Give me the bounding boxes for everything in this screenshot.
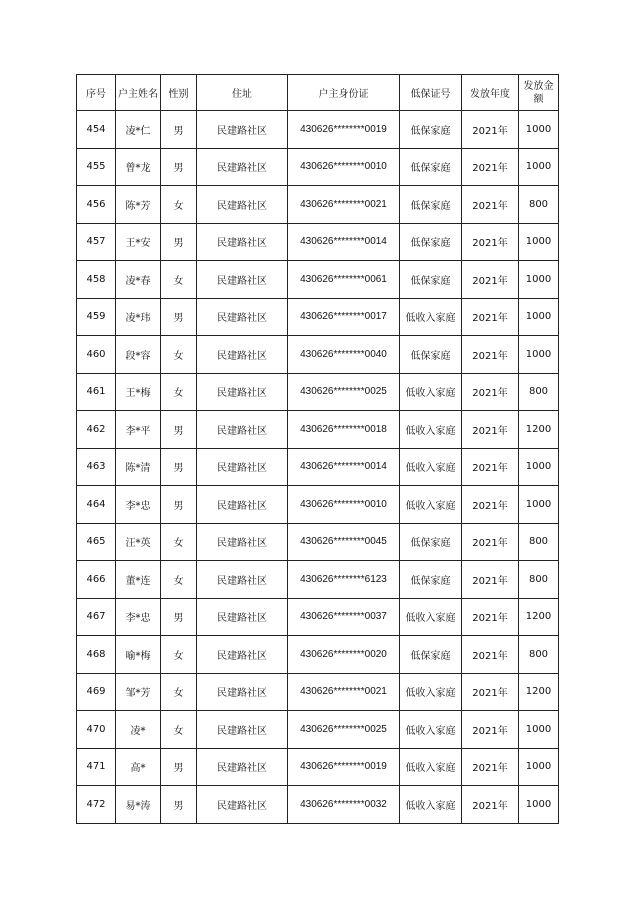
cell-gender: 女 xyxy=(161,711,197,749)
cell-amount: 1000 xyxy=(519,148,559,186)
cell-year: 2021年 xyxy=(462,223,519,261)
cell-gender: 男 xyxy=(161,111,197,149)
cell-id-number: 430626********0045 xyxy=(288,523,400,561)
cell-amount: 1200 xyxy=(519,411,559,449)
cell-gender: 女 xyxy=(161,523,197,561)
cell-certificate-type: 低保家庭 xyxy=(400,561,462,599)
cell-householder-name: 凌*玮 xyxy=(116,298,161,336)
cell-gender: 女 xyxy=(161,636,197,674)
cell-address: 民建路社区 xyxy=(197,186,288,224)
cell-year: 2021年 xyxy=(462,636,519,674)
cell-amount: 800 xyxy=(519,373,559,411)
cell-row-index: 459 xyxy=(77,298,116,336)
cell-year: 2021年 xyxy=(462,186,519,224)
cell-certificate-type: 低收入家庭 xyxy=(400,373,462,411)
cell-address: 民建路社区 xyxy=(197,448,288,486)
cell-address: 民建路社区 xyxy=(197,523,288,561)
cell-householder-name: 李*平 xyxy=(116,411,161,449)
cell-householder-name: 陈*芳 xyxy=(116,186,161,224)
cell-row-index: 457 xyxy=(77,223,116,261)
cell-address: 民建路社区 xyxy=(197,148,288,186)
table-row xyxy=(77,261,559,299)
cell-id-number: 430626********0014 xyxy=(288,448,400,486)
cell-amount: 1000 xyxy=(519,336,559,374)
cell-id-number: 430626********0061 xyxy=(288,261,400,299)
cell-row-index: 470 xyxy=(77,711,116,749)
cell-amount: 1000 xyxy=(519,748,559,786)
cell-householder-name: 高* xyxy=(116,748,161,786)
cell-amount: 800 xyxy=(519,561,559,599)
cell-certificate-type: 低收入家庭 xyxy=(400,711,462,749)
cell-id-number: 430626********0025 xyxy=(288,711,400,749)
cell-householder-name: 凌*仁 xyxy=(116,111,161,149)
header-id-number: 户主身份证 xyxy=(288,75,400,111)
cell-year: 2021年 xyxy=(462,598,519,636)
cell-amount: 1000 xyxy=(519,223,559,261)
cell-address: 民建路社区 xyxy=(197,298,288,336)
cell-householder-name: 李*忠 xyxy=(116,598,161,636)
cell-row-index: 465 xyxy=(77,523,116,561)
header-address: 住址 xyxy=(197,75,288,111)
cell-certificate-type: 低收入家庭 xyxy=(400,411,462,449)
cell-address: 民建路社区 xyxy=(197,373,288,411)
cell-householder-name: 王*安 xyxy=(116,223,161,261)
cell-householder-name: 凌*春 xyxy=(116,261,161,299)
cell-amount: 1000 xyxy=(519,111,559,149)
cell-householder-name: 易*涛 xyxy=(116,786,161,824)
cell-gender: 女 xyxy=(161,336,197,374)
cell-gender: 男 xyxy=(161,786,197,824)
cell-row-index: 469 xyxy=(77,673,116,711)
cell-row-index: 467 xyxy=(77,598,116,636)
cell-row-index: 468 xyxy=(77,636,116,674)
header-year: 发放年度 xyxy=(462,75,519,111)
cell-row-index: 472 xyxy=(77,786,116,824)
cell-gender: 女 xyxy=(161,186,197,224)
cell-householder-name: 邹*芳 xyxy=(116,673,161,711)
cell-year: 2021年 xyxy=(462,373,519,411)
cell-address: 民建路社区 xyxy=(197,336,288,374)
cell-householder-name: 汪*英 xyxy=(116,523,161,561)
table-header-row xyxy=(77,75,559,111)
cell-certificate-type: 低收入家庭 xyxy=(400,748,462,786)
cell-householder-name: 陈*清 xyxy=(116,448,161,486)
cell-amount: 1000 xyxy=(519,786,559,824)
cell-gender: 女 xyxy=(161,261,197,299)
cell-gender: 男 xyxy=(161,448,197,486)
cell-gender: 男 xyxy=(161,486,197,524)
cell-certificate-type: 低收入家庭 xyxy=(400,786,462,824)
cell-id-number: 430626********0025 xyxy=(288,373,400,411)
cell-id-number: 430626********0040 xyxy=(288,336,400,374)
cell-address: 民建路社区 xyxy=(197,411,288,449)
cell-id-number: 430626********0010 xyxy=(288,148,400,186)
cell-id-number: 430626********0021 xyxy=(288,186,400,224)
cell-year: 2021年 xyxy=(462,148,519,186)
cell-id-number: 430626********0014 xyxy=(288,223,400,261)
table-row xyxy=(77,148,559,186)
header-index: 序号 xyxy=(77,75,116,111)
cell-id-number: 430626********0021 xyxy=(288,673,400,711)
cell-id-number: 430626********0018 xyxy=(288,411,400,449)
cell-certificate-type: 低保家庭 xyxy=(400,111,462,149)
cell-amount: 1000 xyxy=(519,298,559,336)
cell-year: 2021年 xyxy=(462,411,519,449)
table-row xyxy=(77,711,559,749)
cell-id-number: 430626********0017 xyxy=(288,298,400,336)
cell-row-index: 456 xyxy=(77,186,116,224)
cell-gender: 男 xyxy=(161,148,197,186)
cell-address: 民建路社区 xyxy=(197,636,288,674)
cell-id-number: 430626********0010 xyxy=(288,486,400,524)
cell-certificate-type: 低保家庭 xyxy=(400,636,462,674)
cell-year: 2021年 xyxy=(462,261,519,299)
cell-amount: 1200 xyxy=(519,598,559,636)
cell-certificate-type: 低收入家庭 xyxy=(400,598,462,636)
cell-certificate-type: 低保家庭 xyxy=(400,336,462,374)
cell-row-index: 461 xyxy=(77,373,116,411)
cell-gender: 女 xyxy=(161,561,197,599)
cell-address: 民建路社区 xyxy=(197,786,288,824)
cell-gender: 男 xyxy=(161,223,197,261)
header-amount: 发放金额 xyxy=(519,75,559,111)
cell-year: 2021年 xyxy=(462,711,519,749)
cell-id-number: 430626********0037 xyxy=(288,598,400,636)
cell-certificate-type: 低收入家庭 xyxy=(400,448,462,486)
cell-id-number: 430626********0019 xyxy=(288,111,400,149)
cell-year: 2021年 xyxy=(462,336,519,374)
cell-year: 2021年 xyxy=(462,111,519,149)
cell-row-index: 471 xyxy=(77,748,116,786)
cell-id-number: 430626********6123 xyxy=(288,561,400,599)
cell-row-index: 466 xyxy=(77,561,116,599)
cell-amount: 1200 xyxy=(519,673,559,711)
cell-amount: 1000 xyxy=(519,261,559,299)
table-row xyxy=(77,486,559,524)
table-row xyxy=(77,373,559,411)
cell-amount: 1000 xyxy=(519,711,559,749)
cell-gender: 女 xyxy=(161,373,197,411)
table-row xyxy=(77,786,559,824)
cell-year: 2021年 xyxy=(462,561,519,599)
cell-householder-name: 董*连 xyxy=(116,561,161,599)
cell-row-index: 455 xyxy=(77,148,116,186)
cell-year: 2021年 xyxy=(462,523,519,561)
table-row xyxy=(77,411,559,449)
cell-address: 民建路社区 xyxy=(197,711,288,749)
cell-year: 2021年 xyxy=(462,486,519,524)
cell-amount: 800 xyxy=(519,636,559,674)
cell-address: 民建路社区 xyxy=(197,223,288,261)
table-row xyxy=(77,336,559,374)
cell-amount: 1000 xyxy=(519,486,559,524)
cell-address: 民建路社区 xyxy=(197,748,288,786)
cell-address: 民建路社区 xyxy=(197,561,288,599)
cell-address: 民建路社区 xyxy=(197,598,288,636)
cell-certificate-type: 低收入家庭 xyxy=(400,486,462,524)
cell-gender: 男 xyxy=(161,598,197,636)
cell-address: 民建路社区 xyxy=(197,673,288,711)
cell-year: 2021年 xyxy=(462,786,519,824)
table-row xyxy=(77,636,559,674)
cell-id-number: 430626********0019 xyxy=(288,748,400,786)
table-row xyxy=(77,223,559,261)
cell-row-index: 460 xyxy=(77,336,116,374)
table-row xyxy=(77,111,559,149)
cell-address: 民建路社区 xyxy=(197,261,288,299)
cell-certificate-type: 低保家庭 xyxy=(400,148,462,186)
cell-gender: 女 xyxy=(161,673,197,711)
table-row xyxy=(77,523,559,561)
cell-certificate-type: 低保家庭 xyxy=(400,223,462,261)
table-row xyxy=(77,561,559,599)
cell-householder-name: 段*容 xyxy=(116,336,161,374)
table-row xyxy=(77,748,559,786)
cell-certificate-type: 低收入家庭 xyxy=(400,673,462,711)
cell-householder-name: 喻*梅 xyxy=(116,636,161,674)
table-row xyxy=(77,448,559,486)
cell-certificate-type: 低保家庭 xyxy=(400,186,462,224)
cell-gender: 男 xyxy=(161,411,197,449)
cell-householder-name: 李*忠 xyxy=(116,486,161,524)
cell-id-number: 430626********0032 xyxy=(288,786,400,824)
header-certificate-type: 低保证号 xyxy=(400,75,462,111)
cell-row-index: 454 xyxy=(77,111,116,149)
table-row xyxy=(77,186,559,224)
cell-householder-name: 凌* xyxy=(116,711,161,749)
cell-householder-name: 王*梅 xyxy=(116,373,161,411)
cell-gender: 男 xyxy=(161,298,197,336)
cell-row-index: 462 xyxy=(77,411,116,449)
cell-row-index: 458 xyxy=(77,261,116,299)
cell-row-index: 463 xyxy=(77,448,116,486)
cell-row-index: 464 xyxy=(77,486,116,524)
table-row xyxy=(77,298,559,336)
table-body xyxy=(77,111,559,824)
cell-year: 2021年 xyxy=(462,748,519,786)
cell-address: 民建路社区 xyxy=(197,486,288,524)
cell-certificate-type: 低收入家庭 xyxy=(400,298,462,336)
table-row xyxy=(77,673,559,711)
cell-id-number: 430626********0020 xyxy=(288,636,400,674)
cell-year: 2021年 xyxy=(462,448,519,486)
header-householder-name: 户主姓名 xyxy=(116,75,161,111)
cell-certificate-type: 低保家庭 xyxy=(400,261,462,299)
subsidy-table xyxy=(76,74,559,824)
cell-year: 2021年 xyxy=(462,673,519,711)
cell-amount: 1000 xyxy=(519,448,559,486)
cell-householder-name: 曾*龙 xyxy=(116,148,161,186)
cell-certificate-type: 低保家庭 xyxy=(400,523,462,561)
header-gender: 性别 xyxy=(161,75,197,111)
cell-gender: 男 xyxy=(161,748,197,786)
table-row xyxy=(77,598,559,636)
cell-address: 民建路社区 xyxy=(197,111,288,149)
cell-amount: 800 xyxy=(519,186,559,224)
cell-amount: 800 xyxy=(519,523,559,561)
cell-year: 2021年 xyxy=(462,298,519,336)
